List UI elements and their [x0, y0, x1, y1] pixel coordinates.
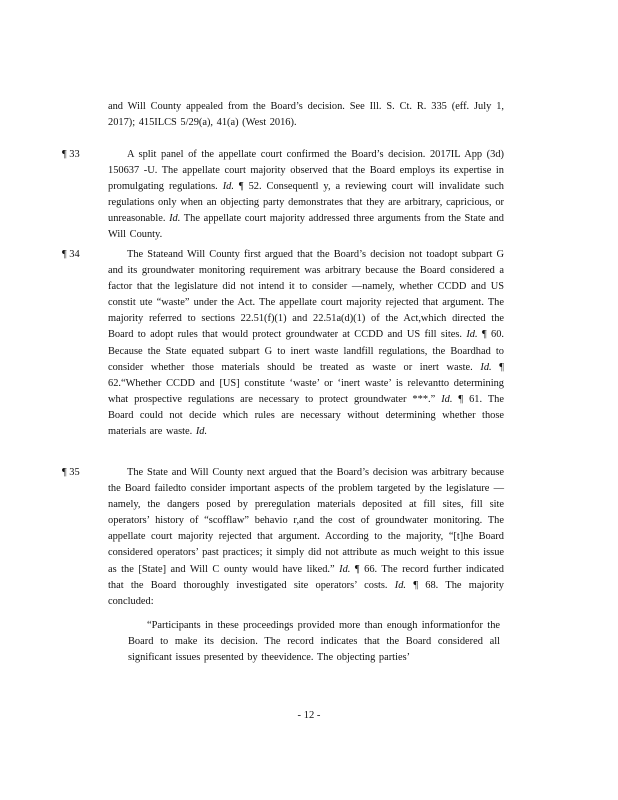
block-quote-text: “Participants in these proceedings provided more than enough informationfor the Board to make its decision. The record indicates that the Board considered all significant issues presented by theevidence. The objecting parties’ [128, 620, 500, 664]
intro-paragraph [108, 99, 504, 131]
citation-id: Id. [394, 579, 407, 591]
paragraph-33 [108, 147, 504, 244]
paragraph-text: The Stateand Will County first argued that the Board’s decision not toadopt subpart G and its groundwater monitoring requirement was arbitrary because the Board considered a factor that the legislature did not intend it to consider —namely, whether CCDD and US constit ute “waste” under the Act. The appellate court majority rejected that argument. The majority referred to sections 22.51(f)(1) and 22.51a(d)(1) of the Act,which directed the Board to adopt rules that would protect groundwater at CCDD and US fill sites. [108, 249, 504, 341]
paragraph-text: The State and Will County next argued that the Board’s decision was arbitrary because the Board failedto consider important aspects of the problem targeted by the legislature —namely, the dangers posed by preregulation materials deposited at fill sites, fill site operators’ history of “scofflaw” behavio r,and the cost of groundwater monitoring. The appellate court majority rejected that argument. According to the majority, “[t]he Board considered operators’ past practices; it simply did not attribute as much weight to this issue as the [State] and Will C ounty would have liked.” [108, 467, 504, 575]
citation-id: Id. [339, 563, 351, 575]
paragraph-number-33: ¶ 33 [62, 149, 80, 160]
intro-text: and Will County appealed from the Board’s decision. See Ill. S. Ct. R. 335 (eff. July 1, 2017); 415ILCS 5/29(a), 41(a) (West 2016). [108, 101, 504, 129]
paragraph-number-35: ¶ 35 [62, 467, 80, 478]
citation-id: Id. [195, 426, 208, 438]
citation-id: Id. [466, 329, 478, 341]
paragraph-text: ¶ 66. The record further indicated that the Board thoroughly investigated site operators’ costs. [108, 563, 504, 591]
paragraph-text: ¶ 60. Because the State equated subpart G to inert waste landfill regulations, the Boardhad to consider whether those materials should be treated as waste or inert waste. [108, 329, 504, 373]
citation-id: Id. [441, 393, 453, 405]
page-number: - 12 - [297, 710, 321, 721]
paragraph-text: A split panel of the appellate court confirmed the Board’s decision. 2017IL App (3d) 150637 -U. The appellate court majority observed that the Board employs its expertise in promulgating regulations. [108, 149, 504, 193]
paragraph-text: ¶ 52. Consequentl y, a reviewing court will invalidate such regulations only when an objecting party demonstrates that they are arbitrary, capricious, or unreasonable. [108, 181, 504, 225]
paragraph-number-34: ¶ 34 [62, 249, 80, 260]
citation-id: Id. [480, 361, 492, 373]
paragraph-35 [108, 465, 504, 610]
citation-id: Id. [222, 181, 234, 193]
citation-id: Id. [169, 213, 181, 225]
paragraph-text: The appellate court majority addressed three arguments from the State and Will County. [108, 213, 504, 241]
paragraph-text: ¶ 61. The Board could not decide which rules are necessary without determining whether those materials are waste. [108, 393, 504, 438]
block-quote [128, 618, 500, 666]
paragraph-text: ¶ 68. The majority concluded: [108, 579, 504, 607]
paragraph-34 [108, 247, 504, 440]
paragraph-text: ¶ 62.“Whether CCDD and [US] constitute ‘waste’ or ‘inert waste’ is relevantto determining what prospective regulations are necessary to protect groundwater ***.” [108, 361, 505, 405]
